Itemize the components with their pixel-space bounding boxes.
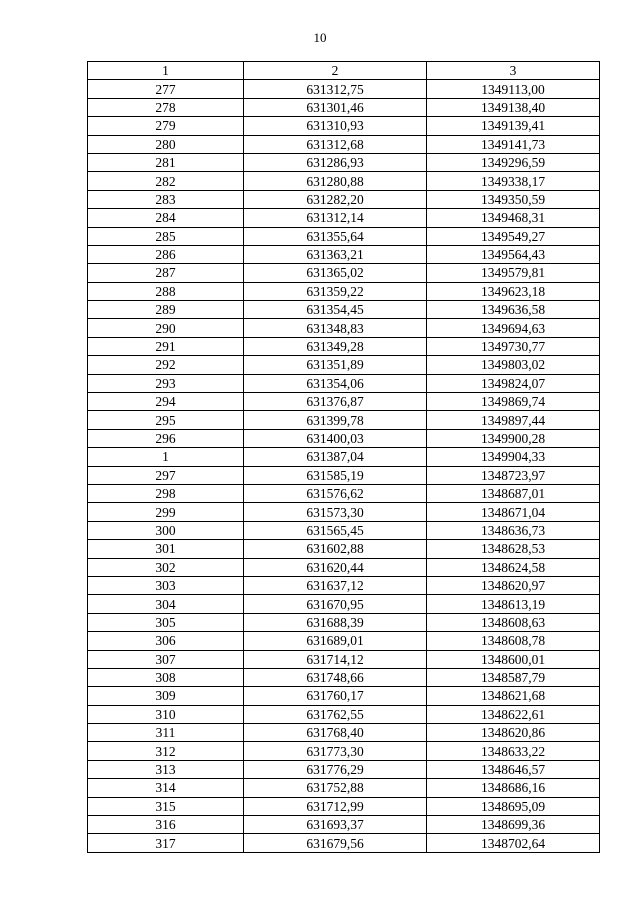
y-coordinate-cell: 1349564,43 [427,245,600,263]
y-coordinate-cell: 1349824,07 [427,374,600,392]
y-coordinate-cell: 1348600,01 [427,650,600,668]
x-coordinate-cell: 631748,66 [244,668,427,686]
x-coordinate-cell: 631760,17 [244,687,427,705]
point-number-cell: 308 [88,668,244,686]
point-number-cell: 1 [88,448,244,466]
x-coordinate-cell: 631312,75 [244,80,427,98]
point-number-cell: 306 [88,632,244,650]
point-number-cell: 314 [88,779,244,797]
point-number-cell: 279 [88,117,244,135]
column-header-x: 2 [244,62,427,80]
x-coordinate-cell: 631768,40 [244,724,427,742]
table-row [88,411,600,429]
table-header-row [88,62,600,80]
y-coordinate-cell: 1348699,36 [427,816,600,834]
table-row [88,245,600,263]
point-number-cell: 301 [88,540,244,558]
y-coordinate-cell: 1348633,22 [427,742,600,760]
y-coordinate-cell: 1349296,59 [427,153,600,171]
x-coordinate-cell: 631773,30 [244,742,427,760]
point-number-cell: 303 [88,576,244,594]
x-coordinate-cell: 631689,01 [244,632,427,650]
point-number-cell: 300 [88,521,244,539]
y-coordinate-cell: 1348695,09 [427,797,600,815]
y-coordinate-cell: 1349803,02 [427,356,600,374]
x-coordinate-cell: 631363,21 [244,245,427,263]
x-coordinate-cell: 631693,37 [244,816,427,834]
table-row [88,117,600,135]
x-coordinate-cell: 631310,93 [244,117,427,135]
x-coordinate-cell: 631312,14 [244,209,427,227]
table-row [88,135,600,153]
x-coordinate-cell: 631301,46 [244,98,427,116]
x-coordinate-cell: 631714,12 [244,650,427,668]
y-coordinate-cell: 1349338,17 [427,172,600,190]
x-coordinate-cell: 631355,64 [244,227,427,245]
x-coordinate-cell: 631688,39 [244,613,427,631]
x-coordinate-cell: 631280,88 [244,172,427,190]
y-coordinate-cell: 1348587,79 [427,668,600,686]
column-header-point-number: 1 [88,62,244,80]
point-number-cell: 285 [88,227,244,245]
y-coordinate-cell: 1348687,01 [427,484,600,502]
y-coordinate-cell: 1349869,74 [427,393,600,411]
point-number-cell: 278 [88,98,244,116]
point-number-cell: 286 [88,245,244,263]
table-row [88,650,600,668]
table-row [88,724,600,742]
point-number-cell: 310 [88,705,244,723]
point-number-cell: 282 [88,172,244,190]
point-number-cell: 284 [88,209,244,227]
point-number-cell: 307 [88,650,244,668]
point-number-cell: 304 [88,595,244,613]
x-coordinate-cell: 631776,29 [244,760,427,778]
y-coordinate-cell: 1348628,53 [427,540,600,558]
x-coordinate-cell: 631312,68 [244,135,427,153]
point-number-cell: 280 [88,135,244,153]
table-row [88,779,600,797]
table-row [88,576,600,594]
point-number-cell: 294 [88,393,244,411]
x-coordinate-cell: 631576,62 [244,484,427,502]
table-row [88,521,600,539]
table-row [88,448,600,466]
y-coordinate-cell: 1349730,77 [427,337,600,355]
table-row [88,227,600,245]
y-coordinate-cell: 1349350,59 [427,190,600,208]
y-coordinate-cell: 1348624,58 [427,558,600,576]
point-number-cell: 317 [88,834,244,852]
table-row [88,742,600,760]
table-row [88,816,600,834]
point-number-cell: 305 [88,613,244,631]
x-coordinate-cell: 631752,88 [244,779,427,797]
point-number-cell: 277 [88,80,244,98]
point-number-cell: 292 [88,356,244,374]
table-row [88,705,600,723]
point-number-cell: 295 [88,411,244,429]
x-coordinate-cell: 631282,20 [244,190,427,208]
table-row [88,668,600,686]
table-row [88,540,600,558]
point-number-cell: 297 [88,466,244,484]
y-coordinate-cell: 1349468,31 [427,209,600,227]
point-number-cell: 287 [88,264,244,282]
table-row [88,595,600,613]
x-coordinate-cell: 631348,83 [244,319,427,337]
table-row [88,797,600,815]
y-coordinate-cell: 1349900,28 [427,429,600,447]
table-row [88,393,600,411]
x-coordinate-cell: 631359,22 [244,282,427,300]
point-number-cell: 283 [88,190,244,208]
x-coordinate-cell: 631351,89 [244,356,427,374]
x-coordinate-cell: 631585,19 [244,466,427,484]
y-coordinate-cell: 1349897,44 [427,411,600,429]
y-coordinate-cell: 1349113,00 [427,80,600,98]
point-number-cell: 312 [88,742,244,760]
x-coordinate-cell: 631670,95 [244,595,427,613]
y-coordinate-cell: 1349579,81 [427,264,600,282]
y-coordinate-cell: 1349904,33 [427,448,600,466]
x-coordinate-cell: 631365,02 [244,264,427,282]
y-coordinate-cell: 1349139,41 [427,117,600,135]
y-coordinate-cell: 1349623,18 [427,282,600,300]
point-number-cell: 309 [88,687,244,705]
table-row [88,503,600,521]
x-coordinate-cell: 631565,45 [244,521,427,539]
point-number-cell: 313 [88,760,244,778]
y-coordinate-cell: 1348646,57 [427,760,600,778]
table-row [88,429,600,447]
point-number-cell: 311 [88,724,244,742]
table-row [88,153,600,171]
point-number-cell: 293 [88,374,244,392]
y-coordinate-cell: 1349138,40 [427,98,600,116]
table-row [88,264,600,282]
point-number-cell: 302 [88,558,244,576]
x-coordinate-cell: 631602,88 [244,540,427,558]
point-number-cell: 299 [88,503,244,521]
table-row [88,834,600,852]
table-row [88,613,600,631]
y-coordinate-cell: 1348723,97 [427,466,600,484]
y-coordinate-cell: 1348621,68 [427,687,600,705]
y-coordinate-cell: 1348620,97 [427,576,600,594]
table-row [88,466,600,484]
x-coordinate-cell: 631712,99 [244,797,427,815]
y-coordinate-cell: 1348613,19 [427,595,600,613]
table-row [88,558,600,576]
x-coordinate-cell: 631400,03 [244,429,427,447]
y-coordinate-cell: 1348686,16 [427,779,600,797]
x-coordinate-cell: 631286,93 [244,153,427,171]
point-number-cell: 288 [88,282,244,300]
coordinates-table [87,61,600,853]
x-coordinate-cell: 631349,28 [244,337,427,355]
point-number-cell: 289 [88,301,244,319]
y-coordinate-cell: 1348608,78 [427,632,600,650]
x-coordinate-cell: 631679,56 [244,834,427,852]
coordinates-table-body [88,62,600,853]
page-number: 10 [313,30,327,45]
y-coordinate-cell: 1349141,73 [427,135,600,153]
table-row [88,319,600,337]
y-coordinate-cell: 1348620,86 [427,724,600,742]
y-coordinate-cell: 1349636,58 [427,301,600,319]
table-row [88,190,600,208]
x-coordinate-cell: 631354,06 [244,374,427,392]
table-row [88,356,600,374]
table-row [88,282,600,300]
x-coordinate-cell: 631354,45 [244,301,427,319]
table-row [88,760,600,778]
x-coordinate-cell: 631762,55 [244,705,427,723]
table-row [88,80,600,98]
y-coordinate-cell: 1349694,63 [427,319,600,337]
column-header-y: 3 [427,62,600,80]
x-coordinate-cell: 631376,87 [244,393,427,411]
point-number-cell: 298 [88,484,244,502]
y-coordinate-cell: 1348636,73 [427,521,600,539]
table-row [88,209,600,227]
point-number-cell: 291 [88,337,244,355]
y-coordinate-cell: 1348622,61 [427,705,600,723]
table-row [88,687,600,705]
table-row [88,301,600,319]
table-row [88,337,600,355]
y-coordinate-cell: 1348671,04 [427,503,600,521]
table-row [88,484,600,502]
point-number-cell: 296 [88,429,244,447]
table-row [88,172,600,190]
y-coordinate-cell: 1348702,64 [427,834,600,852]
table-row [88,632,600,650]
point-number-cell: 281 [88,153,244,171]
point-number-cell: 316 [88,816,244,834]
point-number-cell: 290 [88,319,244,337]
y-coordinate-cell: 1348608,63 [427,613,600,631]
x-coordinate-cell: 631573,30 [244,503,427,521]
y-coordinate-cell: 1349549,27 [427,227,600,245]
point-number-cell: 315 [88,797,244,815]
x-coordinate-cell: 631387,04 [244,448,427,466]
x-coordinate-cell: 631637,12 [244,576,427,594]
x-coordinate-cell: 631620,44 [244,558,427,576]
x-coordinate-cell: 631399,78 [244,411,427,429]
table-row [88,374,600,392]
table-row [88,98,600,116]
